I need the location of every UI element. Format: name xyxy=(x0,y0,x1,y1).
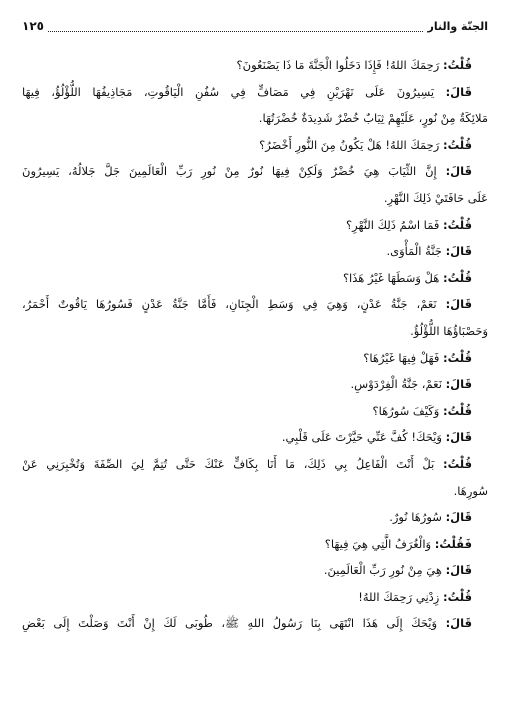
text-line xyxy=(22,584,488,611)
text-line xyxy=(22,424,488,451)
speaker-label: قَالَ: xyxy=(445,297,472,312)
speaker-label: قَالَ: xyxy=(445,244,472,259)
speaker-label: قُلْتُ: xyxy=(443,350,472,365)
speaker-label: قُلْتُ: xyxy=(443,58,472,72)
line-text: زِدْنِي رَحِمَكَ اللهُ! xyxy=(358,589,443,604)
speaker-label: قَالَ: xyxy=(445,377,472,392)
text-line xyxy=(22,185,488,212)
text-line xyxy=(22,318,488,345)
text-line xyxy=(22,132,488,159)
speaker-label: قَالَ: xyxy=(445,84,472,99)
text-line xyxy=(22,52,488,79)
line-text: فَمَا اسْمُ ذَلِكَ النَّهْرِ؟ xyxy=(346,217,443,232)
page-body xyxy=(22,52,488,637)
page-number: ١٢٥ xyxy=(22,19,44,33)
line-text: وَكَيْفَ سُورُهَا؟ xyxy=(372,403,443,418)
text-line xyxy=(22,79,488,106)
line-text: وَالْغُرَفُ الَّتِي هِيَ فِيهَا؟ xyxy=(324,536,435,551)
speaker-label: قَالَ: xyxy=(445,510,472,525)
line-text: يَسِيرُونَ عَلَى نَهْرَيْنِ فِي مَصَافٍّ فِي سُفُنِ الْيَاقُوتِ، مَجَاذِيفُهَا اللُّؤْلُؤُ، فِيهَا xyxy=(22,84,446,99)
line-text: رَحِمَكَ اللهُ! فَإِذَا دَخَلُوا الْجَنَّةَ مَا ذَا يَصْنَعُونَ؟ xyxy=(236,58,443,72)
line-text: بَلْ أَنْتَ الْفَاعِلُ بِي ذَلِكَ، مَا أَنَا بِكَافٍّ عَنْكَ حَتَّى تُتِمَّ لِيَ الصِّفَةَ وَتُخْبِرَنِي عَنْ xyxy=(22,456,443,471)
line-text: فَهَلْ فِيهَا غَيْرُهَا؟ xyxy=(363,350,443,365)
speaker-label: قَالَ: xyxy=(445,164,472,179)
page-header xyxy=(22,16,488,36)
line-text: إِنَّ الثِّيَابَ هِيَ خُضْرٌ وَلَكِنْ فِيهَا نُورٌ مِنْ نُورِ رَبِّ الْعَالَمِينَ جَلَّ جَلالُهُ، يَسِيرُونَ xyxy=(22,164,446,179)
running-title: الجنّة والنار xyxy=(427,19,488,33)
speaker-label: قُلْتُ: xyxy=(443,270,472,285)
line-text: سُورُهَا نُورٌ. xyxy=(389,510,446,525)
text-line xyxy=(22,105,488,132)
line-text: مَلائِكَةٌ مِنْ نُورٍ، عَلَيْهِمْ ثِيَابٌ خُضْرٌ شَدِيدَةٌ خُضْرَتُهَا. xyxy=(258,111,488,126)
text-line xyxy=(22,610,488,637)
dotted-leader xyxy=(48,21,424,32)
speaker-label: فَقُلْتُ: xyxy=(434,536,472,551)
speaker-label: قُلْتُ: xyxy=(443,137,472,152)
speaker-label: قَالَ: xyxy=(445,563,472,578)
speaker-label: قُلْتُ: xyxy=(443,217,472,232)
text-line xyxy=(22,557,488,584)
line-text: سُورِهَا. xyxy=(453,483,488,498)
text-line xyxy=(22,451,488,478)
text-line xyxy=(22,265,488,292)
text-line xyxy=(22,345,488,372)
text-line xyxy=(22,478,488,505)
speaker-label: قُلْتُ: xyxy=(443,456,472,471)
speaker-label: قُلْتُ: xyxy=(443,589,472,604)
text-line xyxy=(22,158,488,185)
line-text: وَيْحَكَ إِلَى هَذَا انْتَهَى بِنَا رَسُولُ اللهِ ﷺ، طُوبَى لَكَ إِنْ أَنْتَ وَصَلْتَ إِلَى بَعْضِ xyxy=(22,616,446,631)
line-text: نَعَمْ، جَنَّةُ الْفِرْدَوْسِ. xyxy=(350,377,446,392)
line-text: جَنَّةُ الْمَأْوَى. xyxy=(386,244,446,259)
text-line xyxy=(22,398,488,425)
text-line xyxy=(22,291,488,318)
line-text: وَيْحَكَ! كُفَّ عَنِّي حَيَّرْتَ عَلَى قَلْبِي. xyxy=(281,430,446,445)
line-text: وَحَصْبَاؤُهَا اللُّؤْلُؤُ. xyxy=(410,323,488,338)
line-text: نَعَمْ، جَنَّةُ عَدْنٍ، وَهِيَ فِي وَسَطِ الْجِنَانِ، فَأَمَّا جَنَّةُ عَدْنٍ فَسُورُهَا يَاقُوتٌ أَحْمَرُ، xyxy=(22,297,446,312)
speaker-label: قَالَ: xyxy=(445,616,472,631)
text-line xyxy=(22,504,488,531)
line-text: عَلَى حَافَتَيْ ذَلِكَ النَّهْرِ. xyxy=(383,190,488,205)
line-text: رَحِمَكَ اللهُ! هَلْ يَكُونُ مِنَ النُّورِ أَخْضَرُ؟ xyxy=(259,137,443,152)
speaker-label: قَالَ: xyxy=(445,430,472,445)
line-text: هِيَ مِنْ نُورِ رَبِّ الْعَالَمِينَ. xyxy=(323,563,446,578)
text-line xyxy=(22,212,488,239)
speaker-label: قُلْتُ: xyxy=(443,403,472,418)
text-line xyxy=(22,371,488,398)
line-text: هَلْ وَسَطَهَا غَيْرُ هَذَا؟ xyxy=(342,270,443,285)
text-line xyxy=(22,238,488,265)
text-line xyxy=(22,531,488,558)
